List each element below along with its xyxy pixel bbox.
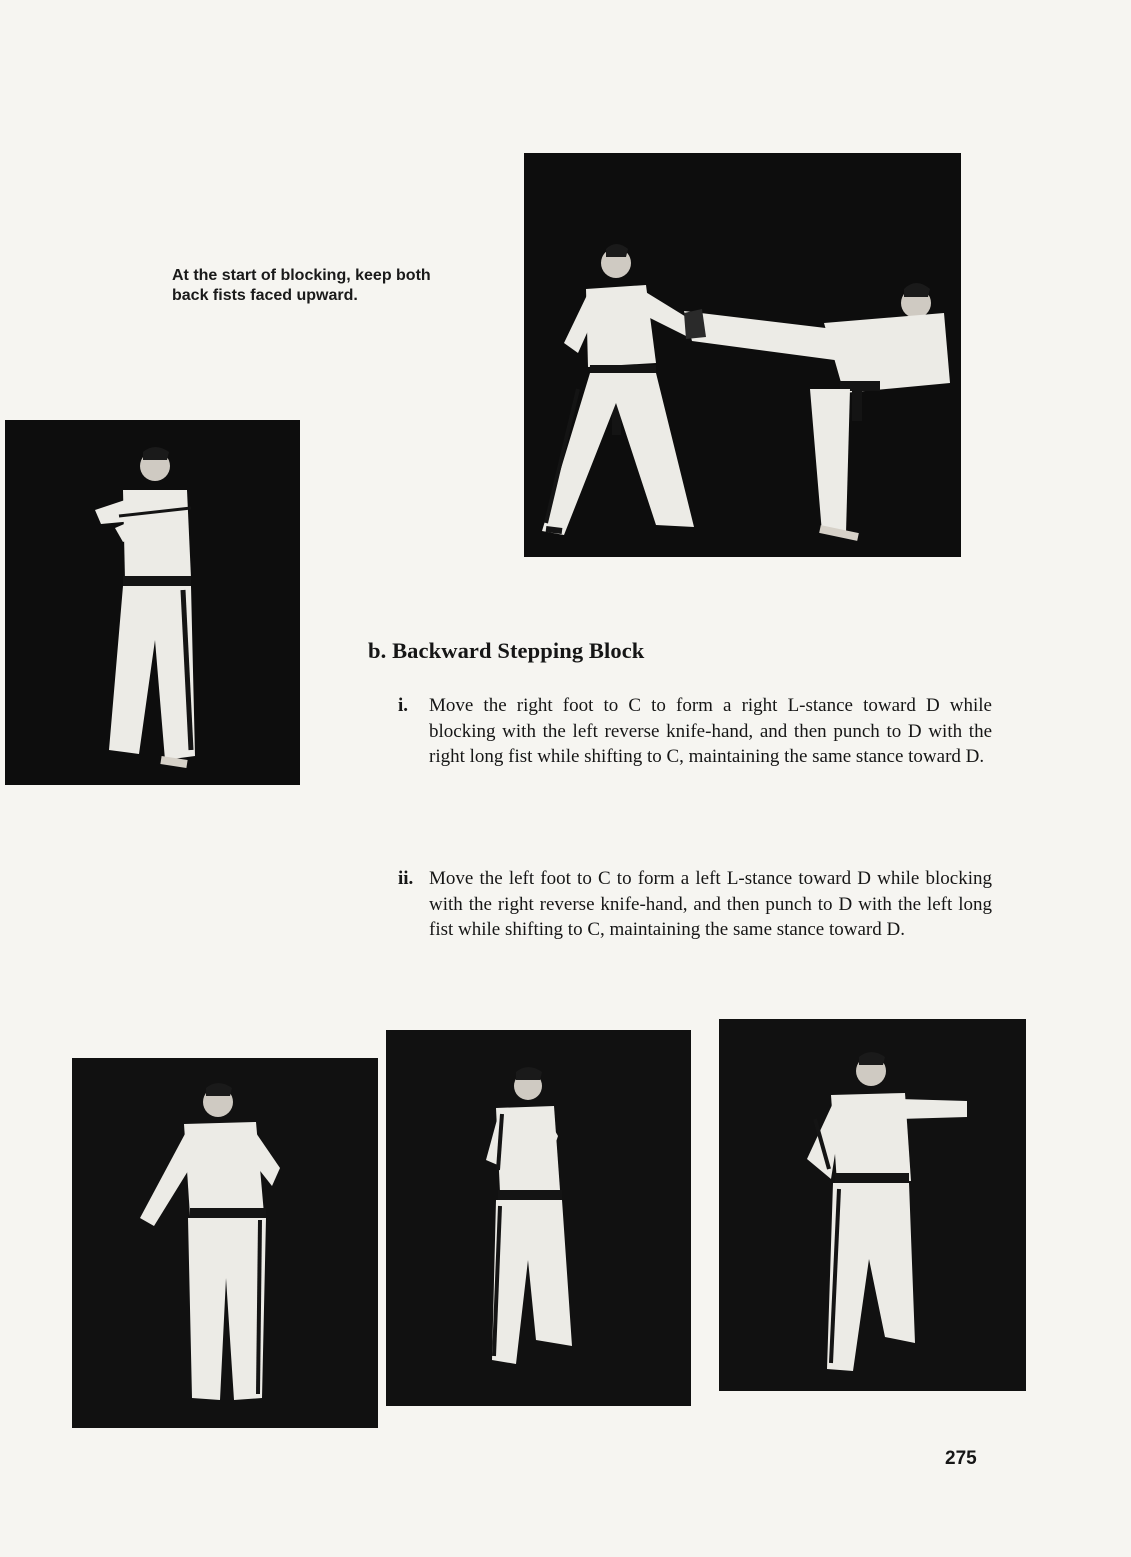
step-number: i. — [398, 695, 409, 716]
step-number: ii. — [398, 868, 414, 889]
photo-caption — [172, 266, 512, 306]
caption-line-2: back fists faced upward. — [172, 287, 358, 304]
section-heading: b. Backward Stepping Block — [368, 638, 645, 663]
photo-sequence-1 — [72, 1058, 378, 1428]
step-item-2 — [398, 866, 992, 943]
caption-line-1: At the start of blocking, keep both — [172, 267, 431, 284]
photo-side-kick-pair — [524, 153, 961, 557]
photo-sequence-3 — [719, 1019, 1026, 1391]
step-text: Move the left foot to C to form a left L-stance toward D while blocking with the right reverse knife-hand, and then punch to D with the left long fist while shifting to C, maintaining the same stance toward D. — [429, 868, 992, 940]
step-item-1 — [398, 693, 992, 770]
step-text: Move the right foot to C to form a right L-stance toward D while blocking with the left reverse knife-hand, and then punch to D with the right long fist while shifting to C, maintaining the same stance toward D. — [429, 695, 992, 767]
photo-ready-stance — [5, 420, 300, 785]
page-number: 275 — [945, 1448, 977, 1469]
photo-sequence-2 — [386, 1030, 691, 1406]
